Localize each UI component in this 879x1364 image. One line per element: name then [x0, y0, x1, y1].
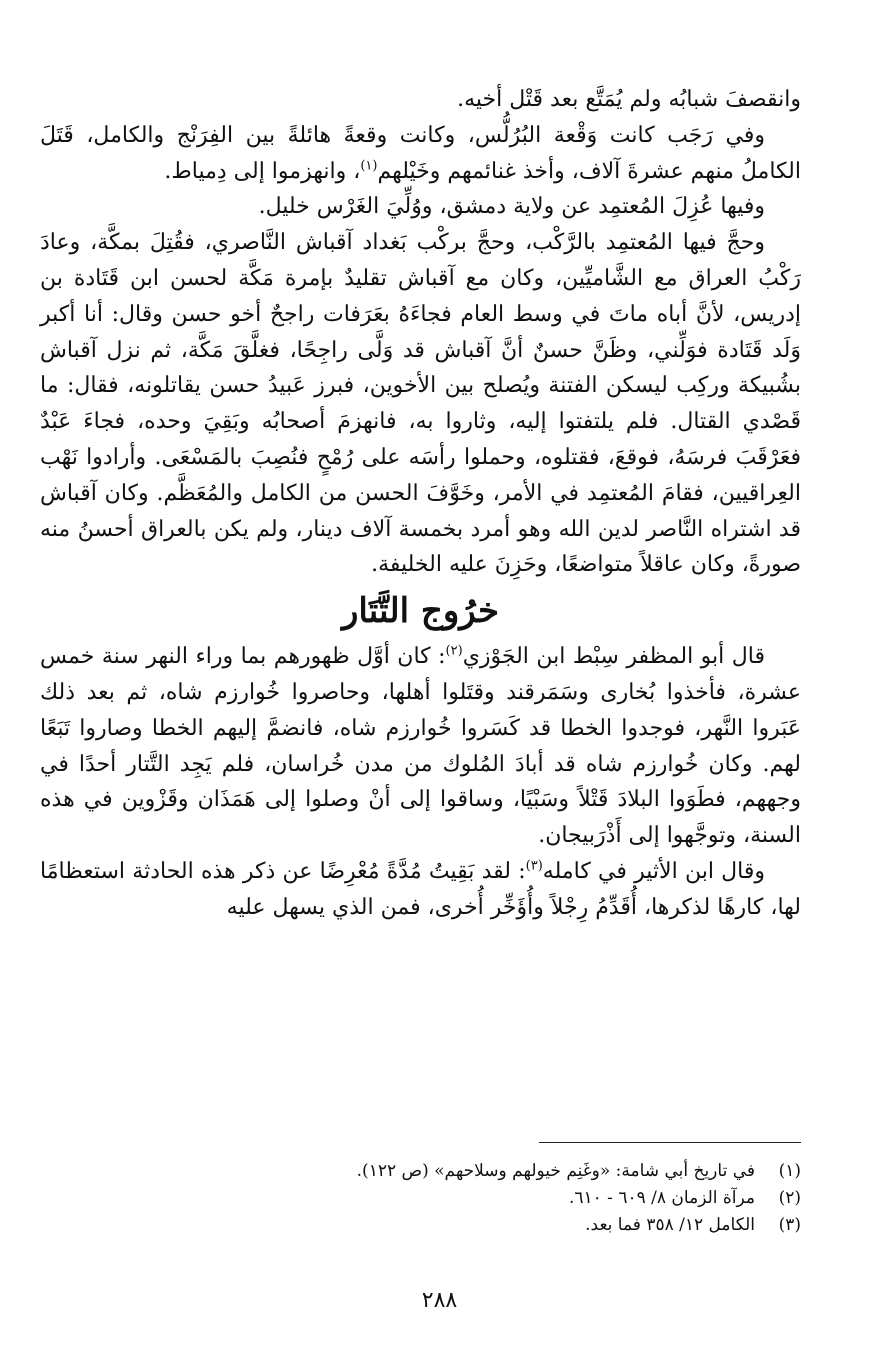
- paragraph-4-text-b: : كان أوَّل ظهورهم بما وراء النهر سنة خمس عشرة، فأخذوا بُخارى وسَمَرقند وقتَلوا أهلها، وحاصروا خُوارزم شاه، ثم بعد ذلك عَبَروا النَّهر، فوجدوا الخطا قد كَسَروا خُوارزم شاه، فانضمَّ إليهم الخطا وصاروا تَبَعًا لهم. وكان خُوارزم شاه قد أبادَ المُلوك من مدن خُراسان، فلم يَجِد التَّتار أحدًا في وجههم، فطَوَوا البلادَ قَتْلاً وسَبْيًا، وساقوا إلى أنْ وصلوا إلى هَمَذَان وقَزْوين في هذه السنة، وتوجَّهوا إلى أَذْرَبيجان.: [40, 644, 801, 849]
- footnote-ref-3[interactable]: (٣): [525, 858, 543, 874]
- paragraph-4-text-a: قال أبو المظفر سِبْط ابن الجَوْزي: [462, 644, 765, 670]
- paragraph-5: [40, 854, 801, 926]
- footnote-number: (٢): [778, 1188, 801, 1208]
- footnote-number: (٣): [778, 1215, 801, 1235]
- paragraph-3: وحجَّ فيها المُعتمِد بالرَّكْب، وحجَّ بركْب بَغداد آقباش النَّاصري، فقُتِلَ بمكَّة، وعادَ رَكْبُ العراق مع الشَّاميِّين، وكان مع آقباش تقليدٌ بإمرة مَكَّة لحسن ابن قَتَادة بن إدريس، لأنَّ أباه ماتَ في وسط العام فجاءَهُ بعَرَفات راجحٌ أخو حسن وقال: أنا أكبر وَلَد قَتَادة فوَلِّني، وظَنَّ حسنٌ أنَّ آقباش قد وَلَّى راجِحًا، فغلَّقَ مَكَّة، ثم نزل آقباش بشُبيكة وركِب ليسكن الفتنة ويُصلح بين الأخوين، فبرز عَبيدُ حسن يقاتلونه، فقال: ما قَصْدي القتال. فلم يلتفتوا إليه، وثاروا به، فانهزمَ أصحابُه وبَقِيَ وحده، فجاءَ عَبْدٌ فعَرْقَبَ فرسَهُ، فوقعَ، فقتلوه، وحملوا رأسَه على رُمْحٍ فنُصِبَ بالمَسْعَى. وأرادوا نَهْب العِراقيين، فقامَ المُعتمِد في الأمر، وخَوَّفَ الحسن من الكامل والمُعَظَّم. وكان آقباش قد اشتراه النَّاصر لدين الله وهو أمرد بخمسة آلاف دينار، ولم يكن بالعراق أحسنُ منه صورةً، وكان عاقلاً متواضعًا، وحَزِنَ عليه الخليفة.: [40, 230, 801, 578]
- body-text-bottom: [40, 639, 801, 925]
- footnote-text: مرآة الزمان ٨/ ٦٠٩ - ٦١٠.: [568, 1188, 755, 1208]
- section-heading: خرُوج التَّتَار: [341, 591, 500, 632]
- footnote-ref-1[interactable]: (١): [360, 158, 378, 174]
- paragraph-1-text-b: ، وانهزموا إلى دِمياط.: [164, 158, 361, 184]
- body-text-top: [40, 82, 801, 583]
- footnote-divider: [539, 1142, 801, 1143]
- paragraph-5-text-a: وقال ابن الأثير في كامله: [542, 858, 765, 884]
- paragraph-2: وفيها عُزِلَ المُعتمِد عن ولاية دمشق، ووُلِّيَ الغَرْس خليل.: [258, 194, 765, 220]
- footnote-3: [41, 1212, 801, 1239]
- footnote-text: الكامل ١٢/ ٣٥٨ فما بعد.: [585, 1215, 755, 1235]
- footnotes: [41, 1158, 801, 1239]
- paragraph-0: وانقصفَ شبابُه ولم يُمَتَّع بعد قَتْل أخيه.: [457, 87, 801, 112]
- page-number: ٢٨٨: [421, 1288, 458, 1313]
- paragraph-4: [40, 639, 801, 854]
- footnote-1: [41, 1158, 801, 1185]
- footnote-number: (١): [778, 1161, 801, 1181]
- footnote-2: [41, 1185, 801, 1212]
- paragraph-1-text-a: وفي رَجَب كانت وَقْعة البُرُلُّس، وكانت وقعةً هائلةً بين الفِرَنْج والكامل، قَتَلَ الكاملُ منهم عشرةَ آلاف، وأخذ غنائمهم وخَيْلهم: [40, 122, 801, 184]
- footnote-text: في تاريخ أبي شامة: «وغَنِم خيولهم وسلاحهم» (ص ١٢٢).: [356, 1161, 755, 1181]
- paragraph-5-text-b: : لقد بَقِيتُ مُدَّةً مُعْرِضًا عن ذكر هذه الحادثة استعظامًا لها، كارهًا لذكرها، أُقَدِّمُ رِجْلاً وأُؤَخِّر أُخرى، فمن الذي يسهل عليه: [40, 858, 801, 920]
- footnote-ref-2[interactable]: (٢): [445, 643, 463, 659]
- paragraph-1: [40, 118, 801, 190]
